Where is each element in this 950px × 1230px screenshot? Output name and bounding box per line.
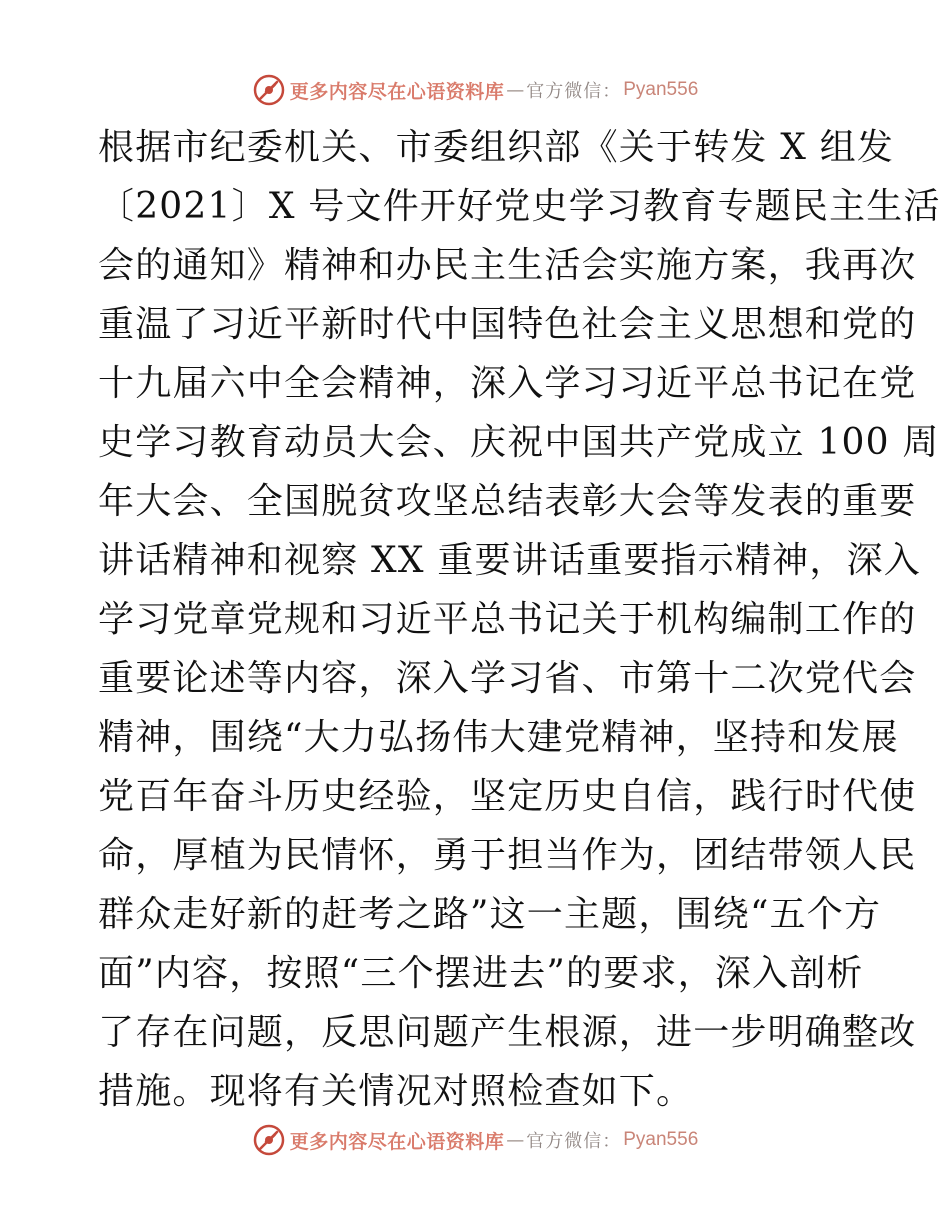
paragraph-line: 重温了习近平新时代中国特色社会主义思想和党的 [98, 304, 917, 345]
watermark-banner-top [0, 70, 950, 110]
quill-circle-icon [252, 1123, 286, 1157]
paragraph-line: 〔2021〕X 号文件开好党史学习教育专题民主生活 [98, 186, 941, 227]
watermark-banner-bottom [0, 1120, 950, 1160]
watermark-separator: — [506, 79, 525, 101]
paragraph-line: 十九届六中全会精神，深入学习习近平总书记在党 [98, 363, 917, 404]
paragraph-line: 命，厚植为民情怀，勇于担当作为，团结带领人民 [98, 835, 917, 876]
watermark-wechat-label: 官方微信： [526, 1131, 622, 1152]
quill-circle-icon [252, 73, 286, 107]
watermark-separator: — [506, 1129, 525, 1151]
watermark-wechat-id: Pyan556 [623, 79, 699, 100]
paragraph-line: 精神，围绕“大力弘扬伟大建党精神，坚持和发展 [98, 717, 899, 758]
paragraph-line: 群众走好新的赶考之路”这一主题，围绕“五个方 [98, 894, 882, 935]
watermark-wechat-id: Pyan556 [623, 1129, 699, 1150]
watermark-brand-text: 更多内容尽在心语资料库 [289, 1130, 505, 1153]
paragraph-line: 史学习教育动员大会、庆祝中国共产党成立 100 周 [98, 422, 940, 463]
paragraph-line: 年大会、全国脱贫攻坚总结表彰大会等发表的重要 [98, 481, 917, 522]
paragraph-line: 会的通知》精神和办民主生活会实施方案，我再次 [98, 245, 917, 286]
document-paragraph [98, 118, 941, 1121]
paragraph-line: 措施。现将有关情况对照检查如下。 [98, 1071, 694, 1112]
paragraph-line: 了存在问题，反思问题产生根源，进一步明确整改 [98, 1012, 917, 1053]
watermark-wechat-label: 官方微信： [526, 81, 622, 102]
paragraph-line: 讲话精神和视察 XX 重要讲话重要指示精神，深入 [98, 540, 921, 581]
paragraph-line: 根据市纪委机关、市委组织部《关于转发 X 组发 [98, 127, 895, 168]
paragraph-line: 党百年奋斗历史经验，坚定历史自信，践行时代使 [98, 776, 917, 817]
paragraph-line: 重要论述等内容，深入学习省、市第十二次党代会 [98, 658, 917, 699]
paragraph-line: 学习党章党规和习近平总书记关于机构编制工作的 [98, 599, 917, 640]
watermark-brand-text: 更多内容尽在心语资料库 [289, 80, 505, 103]
paragraph-line: 面”内容，按照“三个摆进去”的要求，深入剖析 [98, 953, 864, 994]
